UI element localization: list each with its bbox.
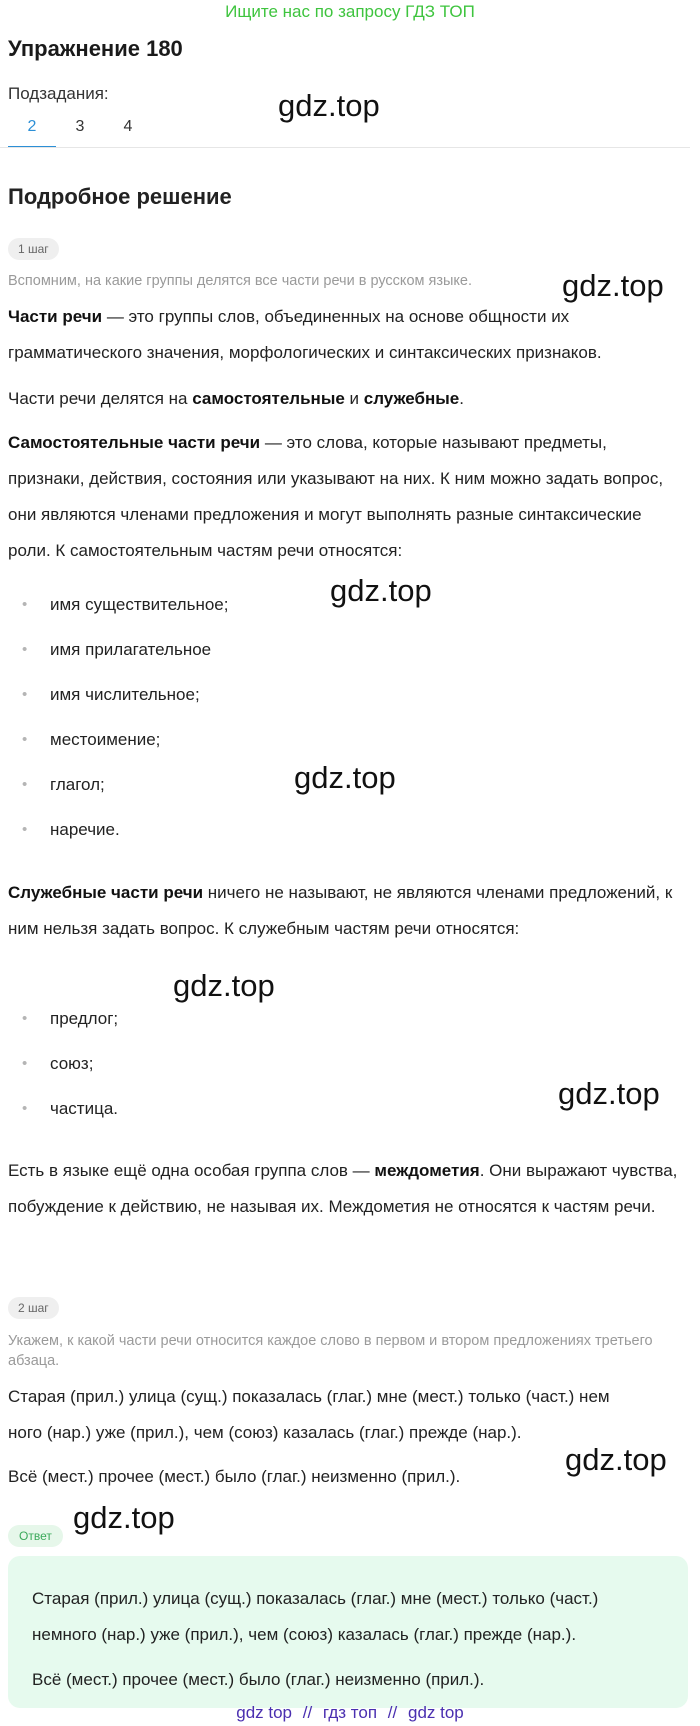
watermark: gdz.top: [565, 1442, 667, 1477]
step-2-badge: 2 шаг: [8, 1297, 59, 1319]
tabs-divider: [0, 147, 690, 148]
division-end: .: [459, 389, 464, 408]
auxiliary-definition: [8, 875, 688, 947]
definition-text: — это группы слов, объединенных на основе общности их грамматического значения, морфологических и синтаксических признаков.: [8, 307, 602, 362]
independent-definition: [8, 425, 688, 569]
answer-line-2: немного (нар.) уже (прил.), чем (союз) казалась (глаг.) прежде (нар.).: [32, 1625, 577, 1644]
step-2-hint: Укажем, к какой части речи относится каждое слово в первом и втором предложениях третьего абзаца.: [8, 1333, 653, 1369]
page-title: Упражнение 180: [8, 36, 183, 61]
auxiliary-list: [22, 996, 118, 1131]
list-item: • местоимение;: [22, 717, 228, 762]
term-parts-of-speech: Части речи: [8, 307, 103, 326]
list-item: • наречие.: [22, 807, 228, 852]
list-item: • частица.: [22, 1086, 118, 1131]
watermark: gdz.top: [294, 760, 396, 795]
footer-link-3[interactable]: gdz top: [407, 1703, 464, 1722]
list-item: • глагол;: [22, 762, 228, 807]
subtask-tabs: [8, 112, 152, 146]
tab-subtask-3[interactable]: 3: [75, 118, 85, 135]
watermark: gdz.top: [562, 268, 664, 303]
list-item: • имя прилагательное: [22, 627, 228, 672]
division-conj: и: [344, 389, 364, 408]
list-item: • союз;: [22, 1041, 118, 1086]
footer-separator: //: [387, 1703, 398, 1722]
auxiliary-text: ничего не называют, не являются членами предложений, к ним нельзя задать вопрос. К служебным частям речи относятся:: [8, 883, 673, 938]
footer-separator: //: [302, 1703, 313, 1722]
independent-text: — это слова, которые называют предметы, признаки, действия, состояния или указывают на них. К ним можно задать вопрос, они являются членами предложения и могут выполнять разные синтаксические роли. К самостоятельным частям речи относятся:: [8, 433, 664, 560]
interjections-rest: . Они выражают чувства, побуждение к действию, не называя их. Междометия не относятся к частям речи.: [8, 1161, 678, 1216]
term-independent: самостоятельные: [192, 389, 345, 408]
list-item: • имя существительное;: [22, 582, 228, 627]
tab-subtask-2[interactable]: 2: [8, 112, 56, 146]
watermark: gdz.top: [558, 1076, 660, 1111]
step-1-badge: 1 шаг: [8, 238, 59, 260]
watermark: gdz.top: [173, 968, 275, 1003]
division-paragraph: [8, 381, 688, 417]
term-auxiliary: служебные: [363, 389, 460, 408]
step-2-line-2: ного (нар.) уже (прил.), чем (союз) казалась (глаг.) прежде (нар.).: [8, 1423, 522, 1442]
watermark: gdz.top: [330, 573, 432, 608]
term-interjections: междометия: [374, 1161, 480, 1180]
division-text: Части речи делятся на: [8, 389, 193, 408]
list-item: • имя числительное;: [22, 672, 228, 717]
interjections-paragraph: [8, 1153, 688, 1225]
subtasks-label: Подзадания:: [8, 84, 109, 103]
list-item: • предлог;: [22, 996, 118, 1041]
interjections-text: Есть в языке ещё одна особая группа слов —: [8, 1161, 375, 1180]
step-2-line-3: Всё (мест.) прочее (мест.) было (глаг.) неизменно (прил.).: [8, 1467, 461, 1486]
answer-line-3: Всё (мест.) прочее (мест.) было (глаг.) неизменно (прил.).: [32, 1670, 485, 1689]
term-independent-parts: Самостоятельные части речи: [8, 433, 261, 452]
footer-link-1[interactable]: gdz top: [236, 1703, 292, 1722]
independent-list: [22, 582, 228, 852]
footer-link-2[interactable]: гдз топ: [322, 1703, 378, 1722]
watermark: gdz.top: [278, 88, 380, 123]
watermark: gdz.top: [73, 1500, 175, 1535]
term-auxiliary-parts: Служебные части речи: [8, 883, 204, 902]
section-title: Подробное решение: [8, 184, 232, 209]
step-2-line-1: Старая (прил.) улица (сущ.) показалась (глаг.) мне (мест.) только (част.) нем: [8, 1387, 610, 1406]
definition-parts-of-speech: [8, 299, 688, 371]
search-banner: Ищите нас по запросу ГДЗ ТОП: [225, 2, 475, 21]
tab-subtask-4[interactable]: 4: [123, 118, 133, 135]
step-1-hint: Вспомним, на какие группы делятся все части речи в русском языке.: [8, 273, 473, 289]
answer-line-1: Старая (прил.) улица (сущ.) показалась (глаг.) мне (мест.) только (част.): [32, 1589, 599, 1608]
answer-box: [8, 1556, 688, 1708]
footer-links: [0, 1702, 700, 1724]
answer-badge: Ответ: [8, 1525, 63, 1547]
